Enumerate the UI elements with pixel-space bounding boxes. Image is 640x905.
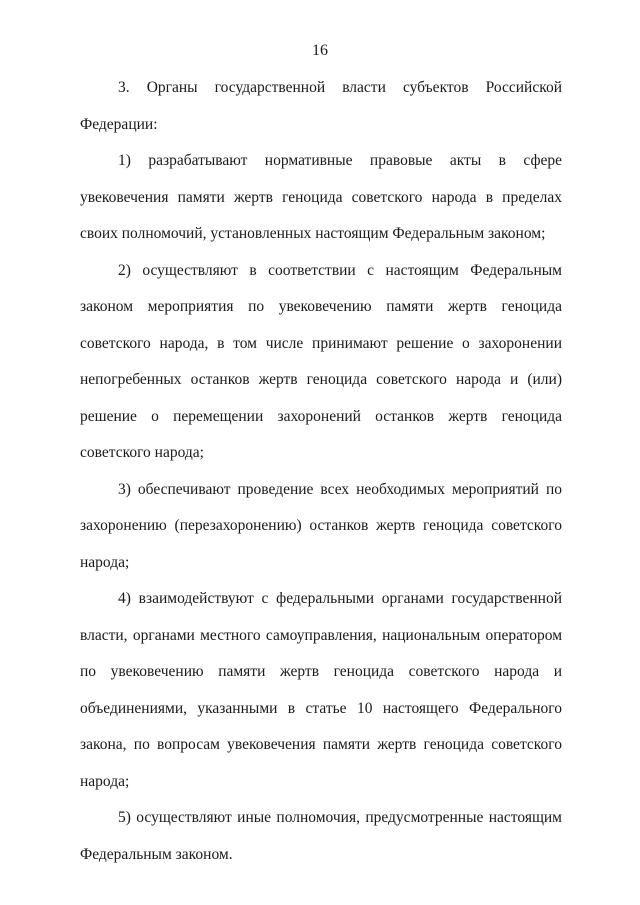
paragraph-item-1: 1) разрабатывают нормативные правовые акты в сфере увековечения памяти жертв геноцида советского народа в пределах своих полномочий, установленных настоящим Федеральным законом; bbox=[80, 152, 562, 242]
paragraph-item-5: 5) осуществляют иные полномочия, предусмотренные настоящим Федеральным законом. bbox=[80, 809, 562, 863]
paragraph-section-3: 3. Органы государственной власти субъектов Российской Федерации: bbox=[80, 79, 562, 133]
paragraph-item-4: 4) взаимодействуют с федеральными органами государственной власти, органами местного самоуправления, национальным оператором по увековечению памяти жертв геноцида советского народа и объединениями, указанными в статье 10 настоящего Федерального закона, по вопросам увековечения памяти жертв геноцида советского народа; bbox=[80, 590, 562, 790]
paragraph-item-2: 2) осуществляют в соответствии с настоящим Федеральным законом мероприятия по увековечению памяти жертв геноцида советского народа, в том числе принимают решение о захоронении непогребенных останков жертв геноцида советского народа и (или) решение о перемещении захоронений останков жертв геноцида советского народа; bbox=[80, 261, 562, 461]
paragraph-item-3: 3) обеспечивают проведение всех необходимых мероприятий по захоронению (перезахоронению) останков жертв геноцида советского народа; bbox=[80, 480, 562, 571]
document-body bbox=[80, 70, 562, 873]
page-number: 16 bbox=[312, 42, 328, 59]
